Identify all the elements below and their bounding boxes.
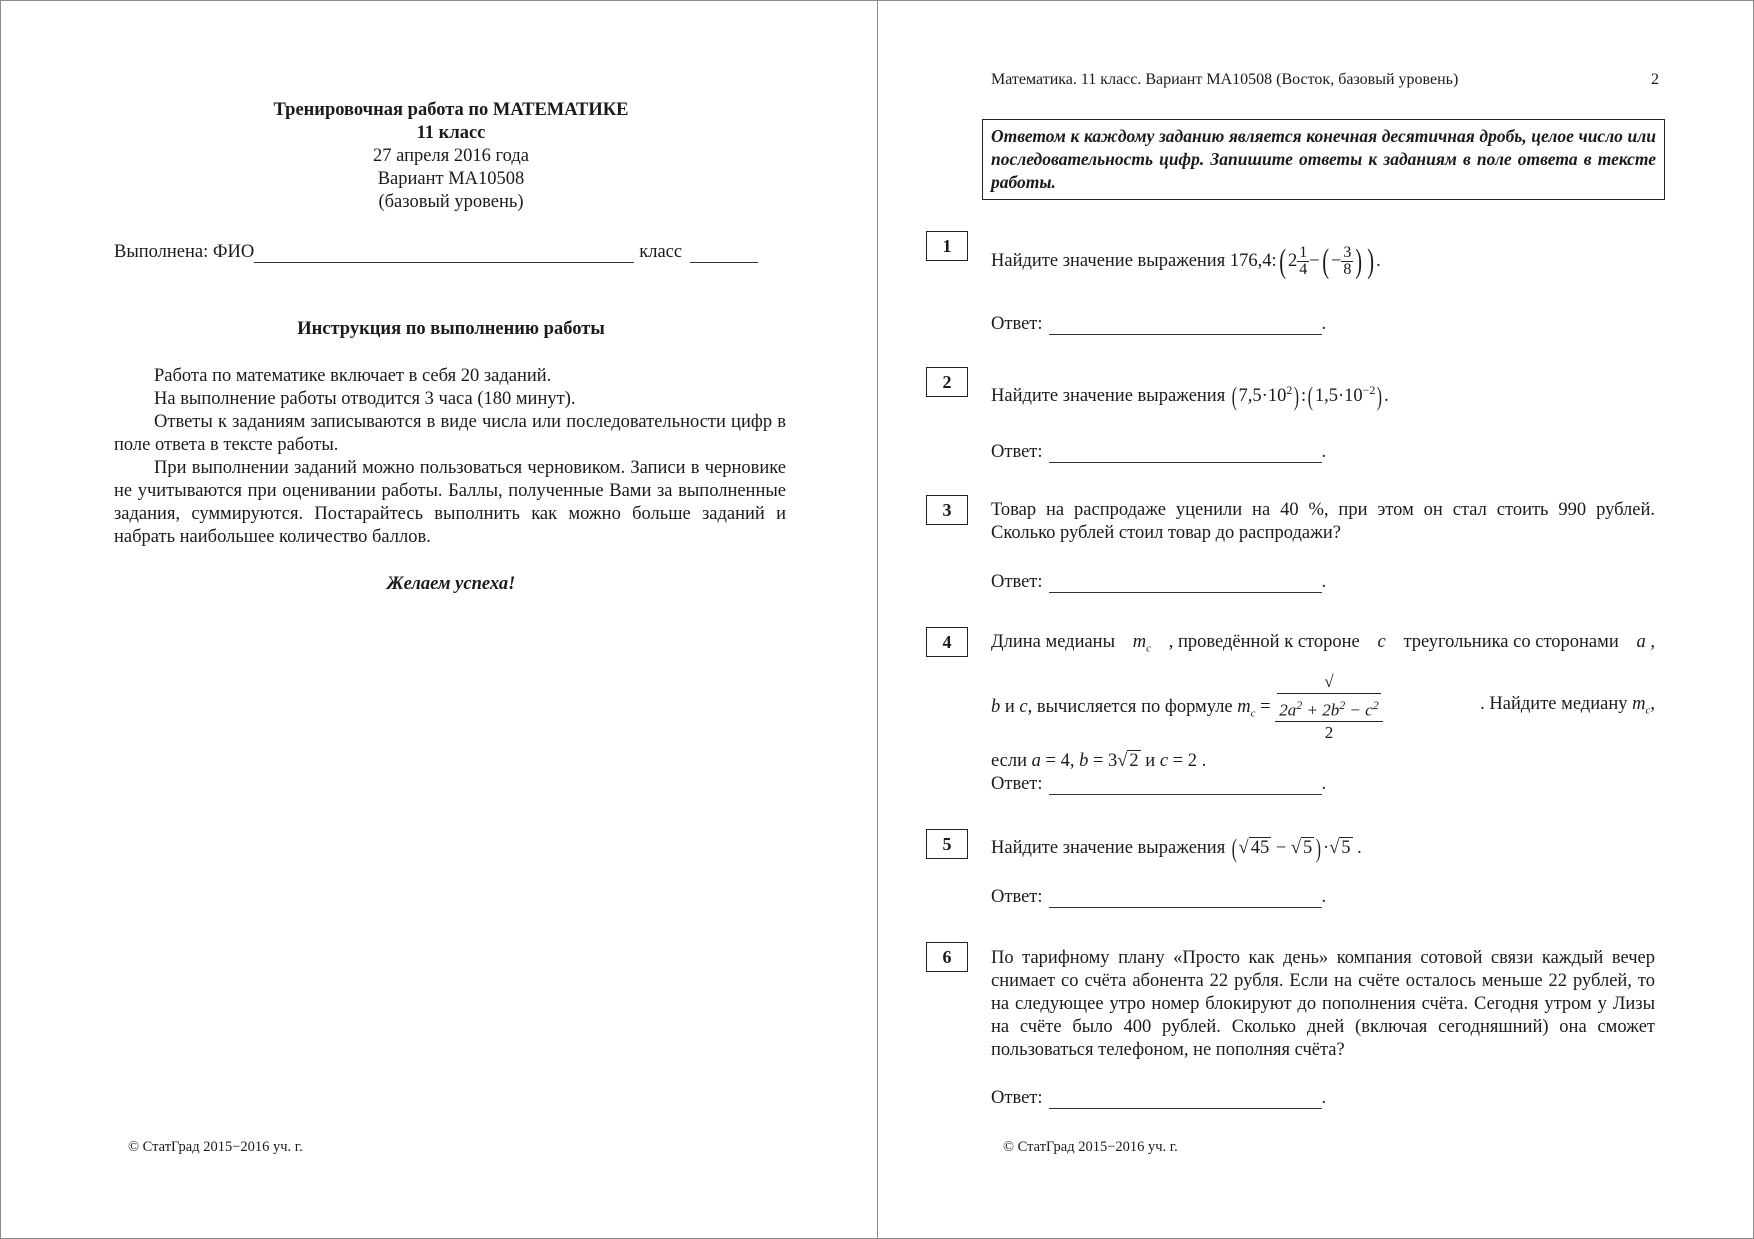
page-number: 2 [1651, 71, 1659, 88]
class-label: класс [639, 242, 683, 262]
answer-3 [991, 572, 1326, 593]
fio-label: Выполнена: ФИО [114, 242, 255, 262]
answer-2 [991, 442, 1326, 463]
instr-paragraph: Ответы к заданиям записываются в виде числа или последовательности цифр в поле ответа в тексте работы. [114, 412, 786, 455]
task-4-line-2: b и c, вычисляется по формуле $m_c$ = √ $2a^2 + 2b^2 - c^2$ 2 . Найдите медиану $m_c$, [991, 671, 1655, 743]
answer-label: Ответ: [991, 442, 1043, 462]
fio-field[interactable] [254, 244, 634, 263]
grade: 11 класс [416, 123, 486, 143]
answer-end: . [1321, 314, 1327, 334]
task-number-3: 3 [926, 495, 968, 525]
task-4-part: и [1145, 751, 1156, 772]
task-5-text [991, 834, 1655, 864]
instr-paragraph: Работа по математике включает в себя 20 заданий. [154, 366, 552, 386]
answer-label: Ответ: [991, 887, 1043, 907]
answer-field-3[interactable] [1049, 574, 1322, 593]
task-number-1: 1 [926, 231, 968, 261]
answer-end: . [1321, 1088, 1327, 1108]
task-1-label: Найдите значение выражения [991, 250, 1226, 271]
variant: Вариант МА10508 [377, 169, 525, 189]
answer-field-1[interactable] [1049, 316, 1322, 335]
running-header: Математика. 11 класс. Вариант МА10508 (Восток, базовый уровень) [991, 71, 1459, 88]
task-1-expression: 176,4:( 2 $\frac{1}{4}$ −( − $\frac{3}{8}$ ) ) . [1229, 243, 1381, 280]
task-5-expression: (√ 45 − √ 5 )·√ 5 . [1231, 834, 1362, 864]
answer-label: Ответ: [991, 1088, 1043, 1108]
answer-field-5[interactable] [1049, 889, 1322, 908]
instructions-body [114, 365, 786, 549]
task-4-part: Длина медианы [991, 632, 1116, 652]
task-4-part: треугольника со сторонами [1403, 632, 1619, 652]
task-4-part: и [1004, 696, 1015, 717]
copyright-left: © СтатГрад 2015−2016 уч. г. [128, 1139, 303, 1155]
answer-end: . [1321, 572, 1327, 592]
answer-4 [991, 774, 1326, 795]
task-2-text [991, 379, 1655, 412]
answer-end: . [1321, 774, 1327, 794]
instr-paragraph: При выполнении заданий можно пользоваться черновиком. Записи в черновике не учитываются при оценивании работы. Баллы, полученные Вами за выполненные задания, суммируются. Постарайтесь выполнить как можно больше заданий и набрать наибольшее количество баллов. [114, 458, 786, 547]
title-block [111, 99, 791, 214]
exam-date: 27 апреля 2016 года [373, 146, 529, 166]
task-3-text: Товар на распродаже уценили на 40 %, при этом он стал стоить 990 рублей. Сколько рублей стоил товар до распродажи? [991, 500, 1655, 543]
copyright-right: © СтатГрад 2015−2016 уч. г. [1003, 1139, 1178, 1155]
answer-field-4[interactable] [1049, 776, 1322, 795]
task-4-math: a , [1636, 632, 1655, 652]
left-page [1, 1, 878, 1238]
task-4-line-3: если a = 4, b = 3√ 2 и c = 2 . [991, 751, 1207, 772]
task-4-part: , проведённой к стороне [1168, 632, 1360, 652]
task-5-label: Найдите значение выражения [991, 838, 1226, 858]
answer-label: Ответ: [991, 572, 1043, 592]
task-4-part: если [991, 751, 1028, 772]
task-2-label: Найдите значение выражения [991, 386, 1226, 407]
answer-5 [991, 887, 1326, 908]
answer-6 [991, 1088, 1326, 1109]
task-4-math: $m_c$ [1132, 632, 1152, 655]
task-4-text [991, 631, 1655, 773]
answer-end: . [1321, 442, 1327, 462]
answer-field-6[interactable] [1049, 1090, 1322, 1109]
right-page [878, 1, 1753, 1238]
task-4-line-1 [991, 631, 1655, 661]
task-number-2: 2 [926, 367, 968, 397]
task-4-math: c [1377, 632, 1386, 652]
answer-end: . [1321, 887, 1327, 907]
answer-note-box: Ответом к каждому заданию является конечная десятичная дробь, целое число или последовательность цифр. Запишите ответы к заданиям в поле ответа в тексте работы. [982, 119, 1665, 200]
doc-title: Тренировочная работа по МАТЕМАТИКЕ [273, 100, 629, 120]
answer-field-2[interactable] [1049, 444, 1322, 463]
fio-line [114, 242, 794, 263]
instr-paragraph: На выполнение работы отводится 3 часа (180 минут). [154, 389, 576, 409]
wish-text: Желаем успеха! [386, 574, 516, 594]
answer-label: Ответ: [991, 774, 1043, 794]
task-number-4: 4 [926, 627, 968, 657]
task-4-part: , вычисляется по формуле [1027, 696, 1233, 717]
level: (базовый уровень) [378, 192, 524, 212]
task-number-6: 6 [926, 942, 968, 972]
answer-1 [991, 314, 1326, 335]
task-2-expression: $(7,5\cdot 10^2):(1,5\cdot 10^{-2})$. [1231, 382, 1389, 412]
answer-label: Ответ: [991, 314, 1043, 334]
task-4-part: . Найдите медиану [1480, 694, 1628, 715]
class-field[interactable] [690, 244, 758, 263]
task-number-5: 5 [926, 829, 968, 859]
task-1-text [991, 245, 1655, 278]
instructions-title: Инструкция по выполнению работы [297, 319, 605, 339]
task-6-text: По тарифному плану «Просто как день» компания сотовой связи каждый вечер снимает со счёта абонента 22 рубля. Если на счёте осталось меньше 22 рублей, то на следующее утро номер блокируют до пополнения счёта. Сегодня утром у Лизы на счёте было 400 рублей. Сколько дней (включая сегодняшний) она сможет пользоваться телефоном, не пополняя счёта? [991, 948, 1655, 1060]
